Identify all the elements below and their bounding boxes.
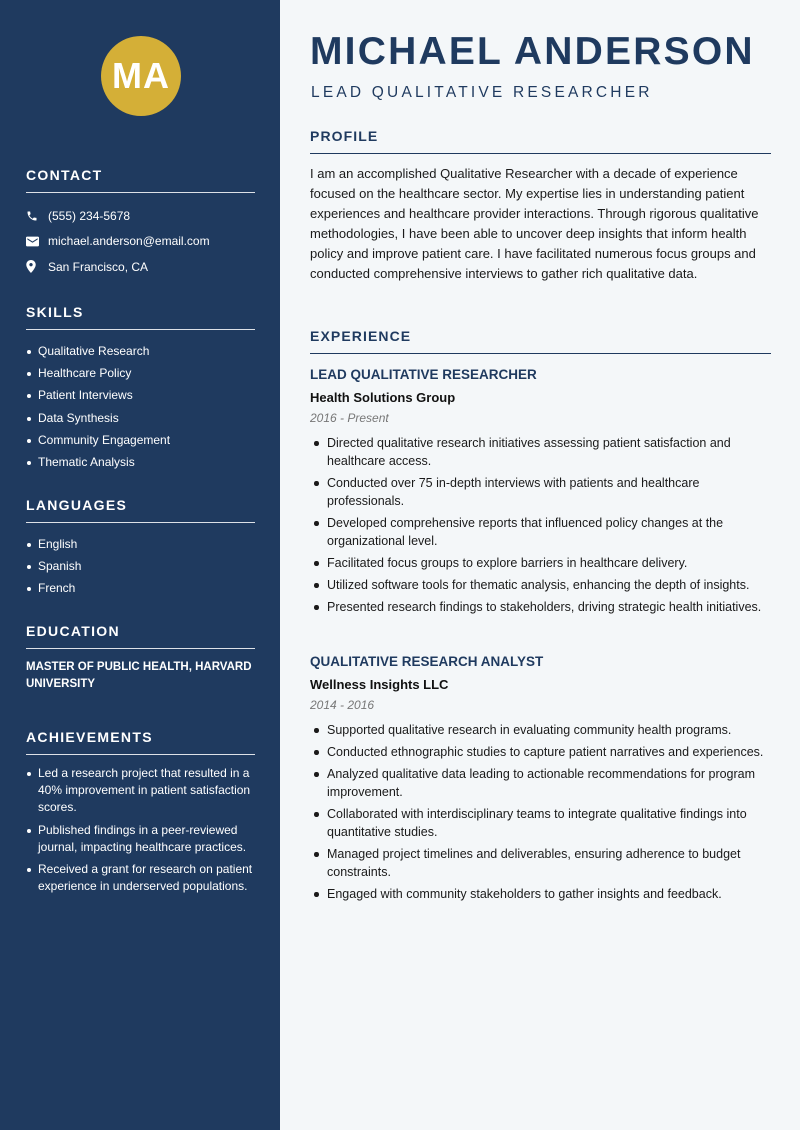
language-item: Spanish [26,555,255,577]
avatar [101,36,181,116]
skills-heading: SKILLS [26,304,255,330]
language-item: French [26,577,255,599]
job-bullet: Managed project timelines and deliverables, ensuring adherence to budget constraints. [310,845,771,881]
skills-list [26,340,255,473]
achievement-item: Published findings in a peer-reviewed journal, impacting healthcare practices. [26,822,255,856]
skill-item: Qualitative Research [26,340,255,362]
job-company: Wellness Insights LLC [310,677,449,692]
achievement-item: Led a research project that resulted in a 40% improvement in patient satisfaction scores. [26,765,255,816]
job-entry [310,366,771,620]
contact-section [26,167,255,280]
job-dates: 2016 - Present [310,411,389,425]
languages-list [26,533,255,600]
achievements-list [26,765,255,895]
job-bullets [310,721,771,903]
profile-text: I am an accomplished Qualitative Researcher with a decade of experience focused on the healthcare sector. My expertise lies in understanding patient experiences and healthcare provider interactions. Through rigorous qualitative methodologies, I have been able to uncover deep insights that inform health policy and improve patient care. I have facilitated numerous focus groups and conducted comprehensive interviews to gather rich qualitative data. [310,166,759,282]
skill-item: Thematic Analysis [26,451,255,473]
job-bullet: Directed qualitative research initiatives assessing patient satisfaction and healthcare access. [310,434,771,470]
contact-email [26,229,255,255]
job-bullet: Engaged with community stakeholders to gather insights and feedback. [310,885,771,903]
profile-heading: PROFILE [310,128,771,154]
job-company: Health Solutions Group [310,390,456,405]
achievements-section [26,729,255,901]
skill-item: Data Synthesis [26,407,255,429]
experience-section [310,328,771,354]
achievement-item: Received a grant for research on patient experience in underserved populations. [26,861,255,895]
job-bullet: Collaborated with interdisciplinary teams to integrate qualitative findings into quantitative studies. [310,805,771,841]
avatar-initials: MA [112,55,170,96]
job-dates: 2014 - 2016 [310,698,375,712]
education-degree: MASTER OF PUBLIC HEALTH, HARVARD UNIVERSITY [26,661,252,690]
sidebar [0,0,280,1130]
languages-section [26,497,255,600]
experience-heading: EXPERIENCE [310,328,771,354]
candidate-title: LEAD QUALITATIVE RESEARCHER [311,84,653,101]
job-bullet: Developed comprehensive reports that influenced policy changes at the organizational level. [310,514,771,550]
location-pin-icon [26,260,48,273]
skill-item: Healthcare Policy [26,362,255,384]
job-bullet: Utilized software tools for thematic analysis, enhancing the depth of insights. [310,576,771,594]
main-content [280,0,800,1130]
job-role: LEAD QUALITATIVE RESEARCHER [310,367,537,382]
job-bullets [310,434,771,616]
phone-icon [26,210,48,222]
job-role: QUALITATIVE RESEARCH ANALYST [310,654,544,669]
job-bullet: Supported qualitative research in evaluating community health programs. [310,721,771,739]
achievements-heading: ACHIEVEMENTS [26,729,255,755]
skill-item: Patient Interviews [26,384,255,406]
contact-phone [26,203,255,229]
email-icon [26,236,48,247]
skills-section [26,304,255,473]
languages-heading: LANGUAGES [26,497,255,523]
contact-phone-text[interactable]: (555) 234-5678 [48,208,131,223]
job-bullet: Conducted over 75 in-depth interviews with patients and healthcare professionals. [310,474,771,510]
job-bullet: Conducted ethnographic studies to capture patient narratives and experiences. [310,743,771,761]
education-section [26,623,255,693]
job-bullet: Analyzed qualitative data leading to actionable recommendations for program improvement. [310,765,771,801]
contact-location-text: San Francisco, CA [48,259,149,274]
job-bullet: Presented research findings to stakeholders, driving strategic health initiatives. [310,598,771,616]
education-heading: EDUCATION [26,623,255,649]
job-bullet: Facilitated focus groups to explore barriers in healthcare delivery. [310,554,771,572]
contact-heading: CONTACT [26,167,255,193]
skill-item: Community Engagement [26,429,255,451]
contact-location [26,254,255,280]
contact-list [26,203,255,280]
language-item: English [26,533,255,555]
contact-email-text[interactable]: michael.anderson@email.com [48,234,210,249]
job-entry [310,653,771,907]
profile-section [310,128,771,285]
candidate-name: MICHAEL ANDERSON [310,30,755,73]
